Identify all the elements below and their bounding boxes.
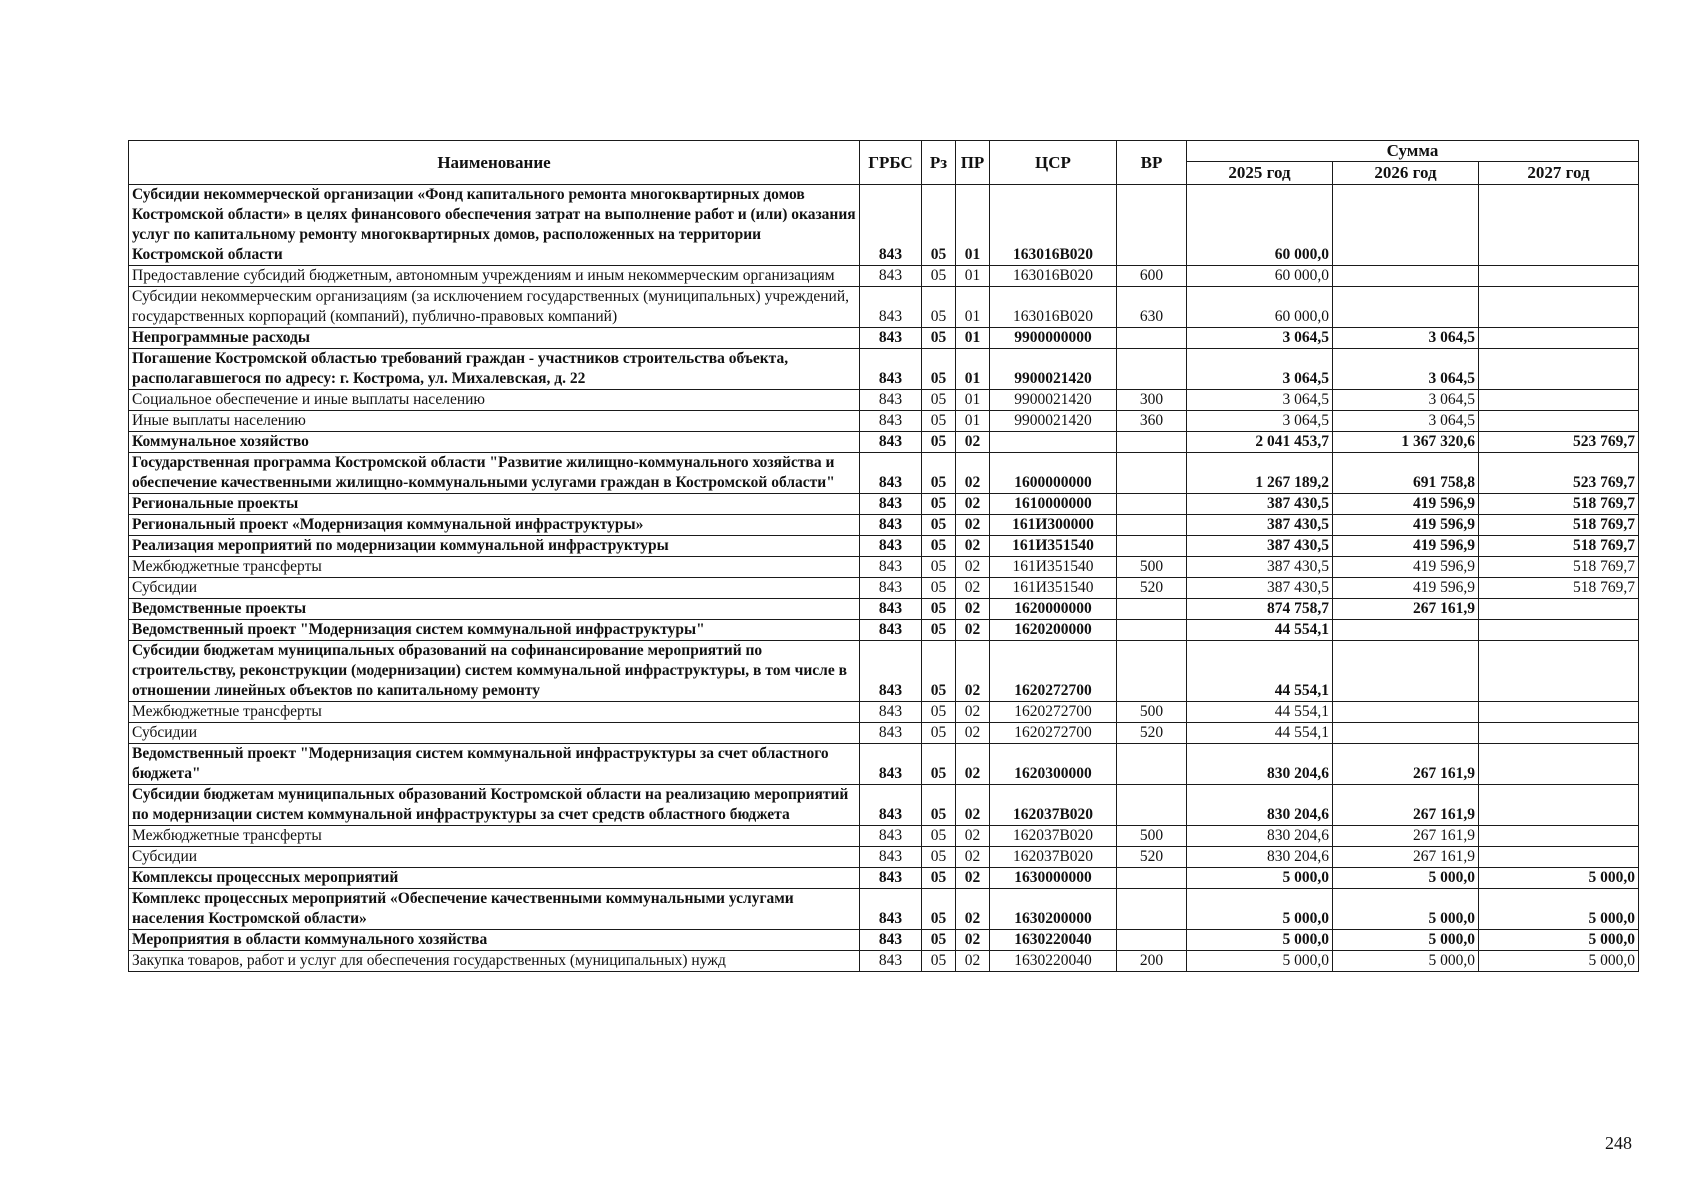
row-2026: 5 000,0: [1333, 951, 1479, 972]
row-grbs: 843: [860, 744, 922, 785]
row-csr: 163016В020: [990, 185, 1117, 266]
row-pr: 02: [956, 453, 990, 494]
row-grbs: 843: [860, 536, 922, 557]
row-2027: 518 769,7: [1479, 494, 1639, 515]
row-2027: 518 769,7: [1479, 515, 1639, 536]
row-pr: 01: [956, 185, 990, 266]
row-2027: [1479, 744, 1639, 785]
row-2027: [1479, 620, 1639, 641]
header-row: [129, 141, 1639, 162]
row-vr: [1117, 536, 1187, 557]
table-row: [129, 390, 1639, 411]
row-2025: 3 064,5: [1187, 349, 1333, 390]
row-name: Государственная программа Костромской области "Развитие жилищно-коммунального хозяйства и обеспечение качественными жилищно-коммунальными услугами граждан в Костромской области": [129, 453, 860, 494]
table-row: [129, 328, 1639, 349]
row-2027: [1479, 287, 1639, 328]
row-grbs: 843: [860, 185, 922, 266]
header-2027: 2027 год: [1479, 162, 1639, 185]
row-name: Ведомственные проекты: [129, 599, 860, 620]
row-vr: [1117, 349, 1187, 390]
row-grbs: 843: [860, 723, 922, 744]
row-rz: 05: [922, 287, 956, 328]
row-vr: [1117, 515, 1187, 536]
table-row: [129, 453, 1639, 494]
row-csr: 162037В020: [990, 826, 1117, 847]
row-2026: [1333, 185, 1479, 266]
budget-table: [128, 140, 1639, 972]
row-grbs: 843: [860, 951, 922, 972]
row-name: Реализация мероприятий по модернизации коммунальной инфраструктуры: [129, 536, 860, 557]
row-csr: [990, 432, 1117, 453]
row-2027: 518 769,7: [1479, 557, 1639, 578]
row-2026: 3 064,5: [1333, 390, 1479, 411]
row-pr: 02: [956, 515, 990, 536]
row-grbs: 843: [860, 453, 922, 494]
row-2025: 830 204,6: [1187, 826, 1333, 847]
header-name: Наименование: [129, 141, 860, 185]
row-csr: 163016В020: [990, 266, 1117, 287]
row-2025: 44 554,1: [1187, 641, 1333, 702]
row-pr: 02: [956, 744, 990, 785]
table-row: [129, 620, 1639, 641]
row-2026: 267 161,9: [1333, 847, 1479, 868]
row-pr: 01: [956, 349, 990, 390]
row-grbs: 843: [860, 432, 922, 453]
row-grbs: 843: [860, 930, 922, 951]
row-2026: 3 064,5: [1333, 328, 1479, 349]
row-grbs: 843: [860, 868, 922, 889]
row-2025: 830 204,6: [1187, 785, 1333, 826]
row-vr: 630: [1117, 287, 1187, 328]
row-rz: 05: [922, 723, 956, 744]
row-2025: 44 554,1: [1187, 702, 1333, 723]
row-name: Комплексы процессных мероприятий: [129, 868, 860, 889]
row-2027: [1479, 599, 1639, 620]
row-name: Субсидии: [129, 847, 860, 868]
row-pr: 02: [956, 847, 990, 868]
row-grbs: 843: [860, 641, 922, 702]
row-2026: 419 596,9: [1333, 536, 1479, 557]
row-name: Субсидии: [129, 578, 860, 599]
row-2026: [1333, 620, 1479, 641]
row-grbs: 843: [860, 266, 922, 287]
row-2026: [1333, 723, 1479, 744]
table-row: [129, 744, 1639, 785]
row-grbs: 843: [860, 515, 922, 536]
row-vr: 360: [1117, 411, 1187, 432]
row-grbs: 843: [860, 847, 922, 868]
row-2025: 44 554,1: [1187, 620, 1333, 641]
row-2027: [1479, 641, 1639, 702]
row-2026: [1333, 287, 1479, 328]
row-csr: 1630200000: [990, 889, 1117, 930]
row-csr: 161И351540: [990, 578, 1117, 599]
row-2025: 387 430,5: [1187, 557, 1333, 578]
row-2027: [1479, 390, 1639, 411]
row-pr: 02: [956, 889, 990, 930]
row-2025: 5 000,0: [1187, 951, 1333, 972]
row-pr: 02: [956, 620, 990, 641]
row-2027: [1479, 411, 1639, 432]
row-csr: 161И351540: [990, 557, 1117, 578]
table-row: [129, 847, 1639, 868]
row-grbs: 843: [860, 599, 922, 620]
row-2027: 523 769,7: [1479, 432, 1639, 453]
row-vr: 520: [1117, 723, 1187, 744]
row-grbs: 843: [860, 826, 922, 847]
row-name: Межбюджетные трансферты: [129, 702, 860, 723]
row-2026: [1333, 702, 1479, 723]
row-vr: [1117, 785, 1187, 826]
row-2026: 5 000,0: [1333, 889, 1479, 930]
table-row: [129, 515, 1639, 536]
row-2025: 60 000,0: [1187, 185, 1333, 266]
row-rz: 05: [922, 578, 956, 599]
row-2025: 3 064,5: [1187, 390, 1333, 411]
row-2026: 5 000,0: [1333, 868, 1479, 889]
row-2025: 44 554,1: [1187, 723, 1333, 744]
header-csr: ЦСР: [990, 141, 1117, 185]
row-vr: [1117, 432, 1187, 453]
row-rz: 05: [922, 599, 956, 620]
header-vr: ВР: [1117, 141, 1187, 185]
row-2026: [1333, 266, 1479, 287]
row-csr: 1610000000: [990, 494, 1117, 515]
row-csr: 9900021420: [990, 411, 1117, 432]
row-pr: 02: [956, 641, 990, 702]
row-pr: 02: [956, 930, 990, 951]
table-row: [129, 287, 1639, 328]
row-vr: [1117, 185, 1187, 266]
row-2027: [1479, 266, 1639, 287]
row-2026: 419 596,9: [1333, 557, 1479, 578]
row-rz: 05: [922, 453, 956, 494]
row-pr: 01: [956, 390, 990, 411]
row-name: Социальное обеспечение и иные выплаты населению: [129, 390, 860, 411]
row-pr: 02: [956, 494, 990, 515]
row-vr: 600: [1117, 266, 1187, 287]
row-pr: 02: [956, 868, 990, 889]
row-name: Коммунальное хозяйство: [129, 432, 860, 453]
row-vr: [1117, 620, 1187, 641]
row-grbs: 843: [860, 578, 922, 599]
row-vr: 300: [1117, 390, 1187, 411]
row-2025: 387 430,5: [1187, 494, 1333, 515]
row-csr: 1620272700: [990, 702, 1117, 723]
row-rz: 05: [922, 185, 956, 266]
row-name: Региональные проекты: [129, 494, 860, 515]
row-rz: 05: [922, 702, 956, 723]
header-sum: Сумма: [1187, 141, 1639, 162]
row-csr: 1630220040: [990, 951, 1117, 972]
row-2027: 5 000,0: [1479, 951, 1639, 972]
row-name: Погашение Костромской областью требований граждан - участников строительства объекта, располагавшегося по адресу: г. Кострома, ул. Михалевская, д. 22: [129, 349, 860, 390]
row-2027: [1479, 785, 1639, 826]
row-2025: 830 204,6: [1187, 744, 1333, 785]
row-2025: 3 064,5: [1187, 411, 1333, 432]
header-rz: Рз: [922, 141, 956, 185]
row-csr: 1620000000: [990, 599, 1117, 620]
row-rz: 05: [922, 826, 956, 847]
row-rz: 05: [922, 390, 956, 411]
row-csr: 1620200000: [990, 620, 1117, 641]
row-grbs: 843: [860, 494, 922, 515]
row-csr: 9900000000: [990, 328, 1117, 349]
row-2025: 387 430,5: [1187, 578, 1333, 599]
row-vr: 520: [1117, 847, 1187, 868]
row-vr: 200: [1117, 951, 1187, 972]
row-vr: 500: [1117, 702, 1187, 723]
row-grbs: 843: [860, 557, 922, 578]
row-name: Закупка товаров, работ и услуг для обеспечения государственных (муниципальных) нужд: [129, 951, 860, 972]
row-2027: [1479, 847, 1639, 868]
row-2027: [1479, 349, 1639, 390]
row-2026: 267 161,9: [1333, 744, 1479, 785]
row-grbs: 843: [860, 889, 922, 930]
row-2025: 5 000,0: [1187, 889, 1333, 930]
row-rz: 05: [922, 432, 956, 453]
row-csr: 163016В020: [990, 287, 1117, 328]
row-2026: 3 064,5: [1333, 411, 1479, 432]
row-pr: 02: [956, 536, 990, 557]
row-csr: 9900021420: [990, 349, 1117, 390]
row-rz: 05: [922, 536, 956, 557]
row-2026: 419 596,9: [1333, 494, 1479, 515]
row-pr: 02: [956, 951, 990, 972]
row-vr: [1117, 744, 1187, 785]
row-2026: 419 596,9: [1333, 515, 1479, 536]
row-2026: 3 064,5: [1333, 349, 1479, 390]
row-name: Субсидии некоммерческой организации «Фонд капитального ремонта многоквартирных домов Костромской области» в целях финансового обеспечения затрат на выполнение работ и (или) оказания услуг по капитальному ремонту многоквартирных домов, расположенных на территории Костромской области: [129, 185, 860, 266]
row-vr: [1117, 930, 1187, 951]
table-row: [129, 266, 1639, 287]
row-name: Мероприятия в области коммунального хозяйства: [129, 930, 860, 951]
row-grbs: 843: [860, 328, 922, 349]
table-row: [129, 349, 1639, 390]
row-name: Комплекс процессных мероприятий «Обеспечение качественными коммунальными услугами населения Костромской области»: [129, 889, 860, 930]
row-pr: 02: [956, 557, 990, 578]
header-2025: 2025 год: [1187, 162, 1333, 185]
row-csr: 1620272700: [990, 723, 1117, 744]
row-rz: 05: [922, 889, 956, 930]
row-2027: 5 000,0: [1479, 930, 1639, 951]
row-name: Субсидии: [129, 723, 860, 744]
table-row: [129, 889, 1639, 930]
row-csr: 1630000000: [990, 868, 1117, 889]
row-2026: 5 000,0: [1333, 930, 1479, 951]
row-name: Ведомственный проект "Модернизация систем коммунальной инфраструктуры за счет областного бюджета": [129, 744, 860, 785]
row-grbs: 843: [860, 785, 922, 826]
row-csr: 1620272700: [990, 641, 1117, 702]
row-rz: 05: [922, 494, 956, 515]
row-rz: 05: [922, 515, 956, 536]
table-row: [129, 868, 1639, 889]
row-grbs: 843: [860, 411, 922, 432]
row-csr: 162037В020: [990, 785, 1117, 826]
row-rz: 05: [922, 557, 956, 578]
row-2027: [1479, 702, 1639, 723]
row-2025: 874 758,7: [1187, 599, 1333, 620]
table-row: [129, 785, 1639, 826]
table-row: [129, 599, 1639, 620]
row-vr: [1117, 328, 1187, 349]
row-2025: 830 204,6: [1187, 847, 1333, 868]
row-csr: 9900021420: [990, 390, 1117, 411]
page-number: 248: [1605, 1133, 1632, 1153]
row-2027: [1479, 826, 1639, 847]
row-name: Непрограммные расходы: [129, 328, 860, 349]
row-pr: 02: [956, 723, 990, 744]
header-grbs: ГРБС: [860, 141, 922, 185]
table-row: [129, 411, 1639, 432]
table-row: [129, 723, 1639, 744]
row-pr: 02: [956, 702, 990, 723]
row-vr: [1117, 494, 1187, 515]
row-2026: 267 161,9: [1333, 826, 1479, 847]
row-2025: 1 267 189,2: [1187, 453, 1333, 494]
row-vr: 520: [1117, 578, 1187, 599]
row-pr: 01: [956, 266, 990, 287]
header-2026: 2026 год: [1333, 162, 1479, 185]
row-2026: 1 367 320,6: [1333, 432, 1479, 453]
row-2026: 419 596,9: [1333, 578, 1479, 599]
row-rz: 05: [922, 266, 956, 287]
row-pr: 02: [956, 432, 990, 453]
table-row: [129, 432, 1639, 453]
row-name: Межбюджетные трансферты: [129, 826, 860, 847]
row-rz: 05: [922, 641, 956, 702]
row-2027: [1479, 328, 1639, 349]
row-pr: 02: [956, 578, 990, 599]
row-name: Субсидии бюджетам муниципальных образований на софинансирование мероприятий по строительству, реконструкции (модернизации) систем коммунальной инфраструктуры, в том числе в отношении линейных объектов по капитальному ремонту: [129, 641, 860, 702]
row-name: Ведомственный проект "Модернизация систем коммунальной инфраструктуры": [129, 620, 860, 641]
table-row: [129, 536, 1639, 557]
row-rz: 05: [922, 785, 956, 826]
row-2027: [1479, 185, 1639, 266]
row-vr: [1117, 453, 1187, 494]
row-csr: 162037В020: [990, 847, 1117, 868]
row-vr: [1117, 868, 1187, 889]
row-name: Межбюджетные трансферты: [129, 557, 860, 578]
table-row: [129, 930, 1639, 951]
row-2027: 523 769,7: [1479, 453, 1639, 494]
row-2025: 5 000,0: [1187, 868, 1333, 889]
header-pr: ПР: [956, 141, 990, 185]
row-rz: 05: [922, 328, 956, 349]
row-rz: 05: [922, 868, 956, 889]
row-csr: 1620300000: [990, 744, 1117, 785]
row-vr: 500: [1117, 826, 1187, 847]
row-2025: 387 430,5: [1187, 515, 1333, 536]
row-rz: 05: [922, 951, 956, 972]
row-rz: 05: [922, 620, 956, 641]
row-2026: [1333, 641, 1479, 702]
row-pr: 01: [956, 328, 990, 349]
row-2027: 518 769,7: [1479, 578, 1639, 599]
row-vr: [1117, 641, 1187, 702]
row-pr: 01: [956, 287, 990, 328]
row-pr: 02: [956, 599, 990, 620]
table-row: [129, 951, 1639, 972]
table-row: [129, 185, 1639, 266]
row-2027: [1479, 723, 1639, 744]
row-2026: 267 161,9: [1333, 599, 1479, 620]
row-csr: 161И351540: [990, 536, 1117, 557]
row-name: Предоставление субсидий бюджетным, автономным учреждениям и иным некоммерческим организациям: [129, 266, 860, 287]
row-grbs: 843: [860, 287, 922, 328]
row-pr: 02: [956, 826, 990, 847]
table-row: [129, 641, 1639, 702]
row-rz: 05: [922, 930, 956, 951]
row-csr: 161И300000: [990, 515, 1117, 536]
row-2025: 2 041 453,7: [1187, 432, 1333, 453]
table-row: [129, 702, 1639, 723]
row-2025: 3 064,5: [1187, 328, 1333, 349]
row-name: Иные выплаты населению: [129, 411, 860, 432]
row-name: Субсидии бюджетам муниципальных образований Костромской области на реализацию мероприятий по модернизации систем коммунальной инфраструктуры за счет средств областного бюджета: [129, 785, 860, 826]
row-rz: 05: [922, 349, 956, 390]
table-row: [129, 494, 1639, 515]
row-2025: 60 000,0: [1187, 287, 1333, 328]
row-2025: 387 430,5: [1187, 536, 1333, 557]
row-rz: 05: [922, 744, 956, 785]
row-grbs: 843: [860, 620, 922, 641]
row-vr: [1117, 889, 1187, 930]
row-pr: 02: [956, 785, 990, 826]
table-row: [129, 557, 1639, 578]
row-grbs: 843: [860, 702, 922, 723]
row-2026: 267 161,9: [1333, 785, 1479, 826]
row-csr: 1630220040: [990, 930, 1117, 951]
table-row: [129, 578, 1639, 599]
row-rz: 05: [922, 847, 956, 868]
row-rz: 05: [922, 411, 956, 432]
row-2027: 5 000,0: [1479, 889, 1639, 930]
row-name: Субсидии некоммерческим организациям (за исключением государственных (муниципальных) учреждений, государственных корпораций (компаний), публично-правовых компаний): [129, 287, 860, 328]
row-csr: 1600000000: [990, 453, 1117, 494]
row-vr: 500: [1117, 557, 1187, 578]
row-name: Региональный проект «Модернизация коммунальной инфраструктуры»: [129, 515, 860, 536]
row-2027: 518 769,7: [1479, 536, 1639, 557]
row-vr: [1117, 599, 1187, 620]
row-grbs: 843: [860, 390, 922, 411]
row-pr: 01: [956, 411, 990, 432]
row-2025: 5 000,0: [1187, 930, 1333, 951]
table-row: [129, 826, 1639, 847]
row-2025: 60 000,0: [1187, 266, 1333, 287]
row-2027: 5 000,0: [1479, 868, 1639, 889]
row-grbs: 843: [860, 349, 922, 390]
row-2026: 691 758,8: [1333, 453, 1479, 494]
